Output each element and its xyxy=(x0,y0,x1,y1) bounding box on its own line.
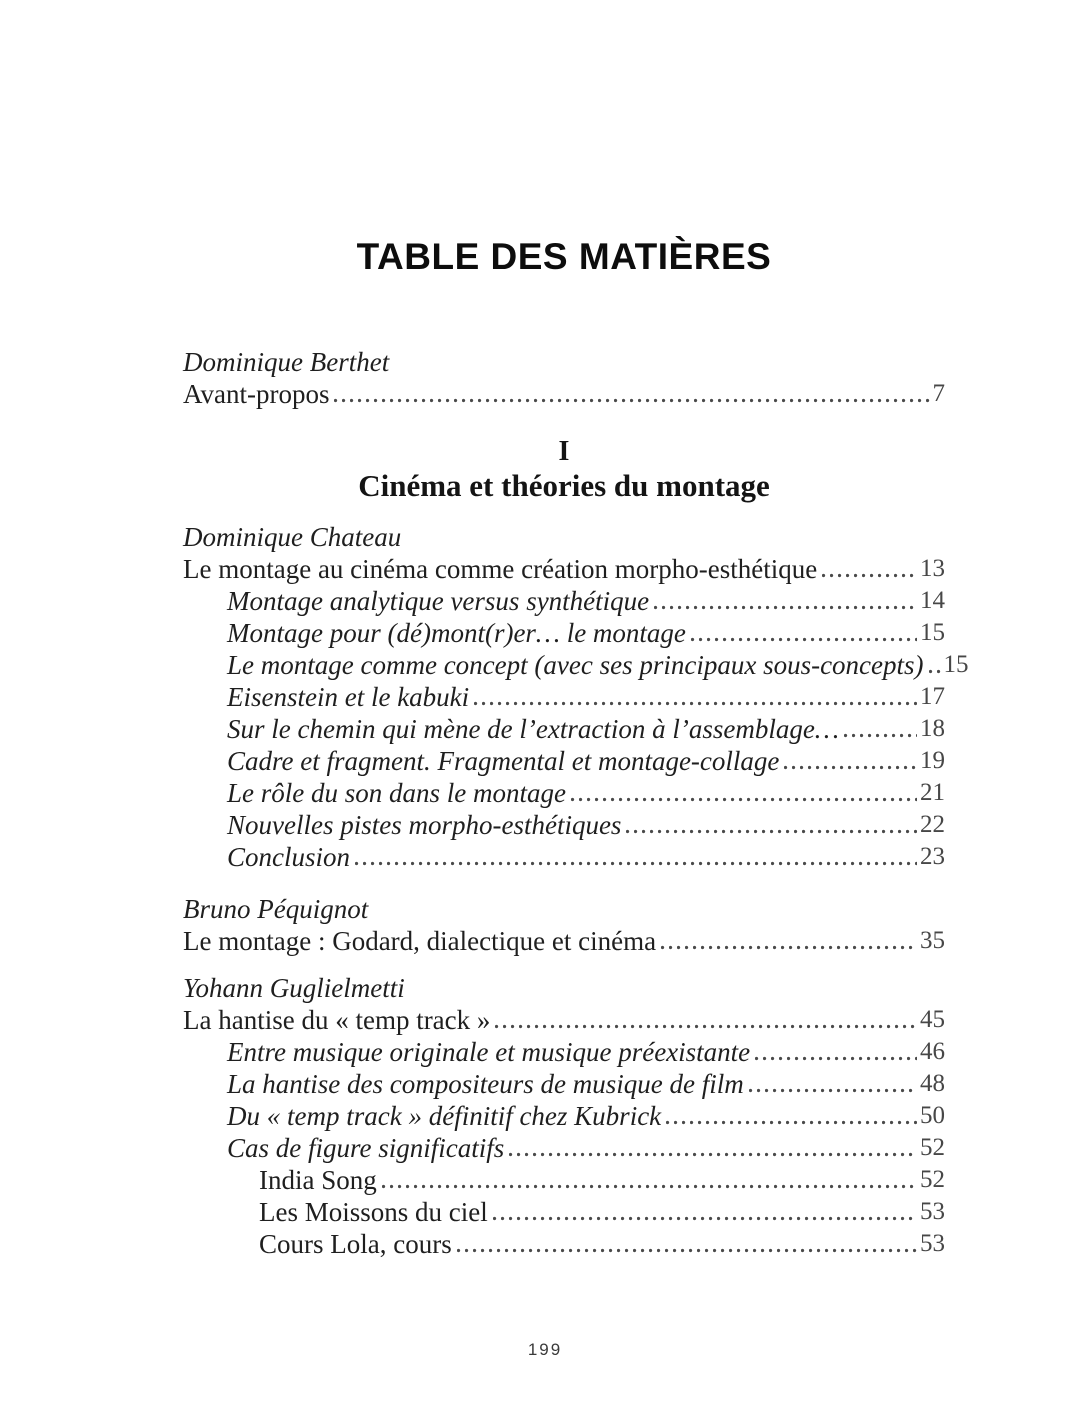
toc-entry-label: Du « temp track » définitif chez Kubrick xyxy=(227,1101,662,1131)
toc-entry-page: 53 xyxy=(920,1230,945,1257)
toc-subentry xyxy=(183,617,945,649)
toc-entry-page: 15 xyxy=(943,651,969,678)
dot-leader xyxy=(571,797,917,802)
toc-subentry xyxy=(183,713,945,745)
dot-leader xyxy=(661,945,917,950)
toc-entry-page: 21 xyxy=(920,779,945,806)
dot-leader xyxy=(334,398,929,403)
toc-subentry xyxy=(183,1068,945,1100)
front-matter-group xyxy=(183,346,945,410)
toc-entry-page: 53 xyxy=(920,1198,945,1225)
toc-entry-page: 14 xyxy=(920,587,945,614)
toc-entry-page: 35 xyxy=(920,927,945,954)
chapter-group xyxy=(183,521,969,873)
toc-entry-page: 19 xyxy=(920,747,945,774)
toc-entry xyxy=(183,925,945,957)
toc-entry xyxy=(183,1004,945,1036)
dot-leader xyxy=(666,1120,917,1125)
toc-entry-label: Le montage au cinéma comme création morpho-esthétique xyxy=(183,554,818,584)
chapter-group xyxy=(183,893,945,957)
toc-entry-label: Cours Lola, cours xyxy=(259,1229,452,1259)
dot-leader xyxy=(355,861,917,866)
part-title: Cinéma et théories du montage xyxy=(358,468,770,503)
dot-leader xyxy=(784,765,917,770)
toc-subentry xyxy=(183,809,945,841)
toc-subentry xyxy=(183,1100,945,1132)
dot-leader xyxy=(929,669,941,674)
toc-entry-label: Les Moissons du ciel xyxy=(259,1197,488,1227)
toc-entry-label: Conclusion xyxy=(227,842,351,872)
toc-entry-label: Cadre et fragment. Fragmental et montage-collage xyxy=(227,746,780,776)
dot-leader xyxy=(493,1216,917,1221)
toc-entry-label: Entre musique originale et musique préexistante xyxy=(227,1037,751,1067)
toc-entry xyxy=(183,378,945,410)
toc-entry-label: La hantise des compositeurs de musique de film xyxy=(227,1069,744,1099)
toc-entry-page: 13 xyxy=(920,555,945,582)
dot-leader xyxy=(691,637,917,642)
toc-entry-page: 50 xyxy=(920,1102,945,1129)
toc-subentry xyxy=(183,649,969,681)
toc-entry-label: Avant-propos xyxy=(183,379,330,409)
toc-entry-label: Nouvelles pistes morpho-esthétiques xyxy=(227,810,622,840)
toc-entry-label: Montage pour (dé)mont(r)er… le montage xyxy=(227,618,686,648)
toc-entry-page: 18 xyxy=(920,715,945,742)
dot-leader xyxy=(626,829,917,834)
toc-subentry xyxy=(183,841,945,873)
toc-entry-page: 17 xyxy=(920,683,945,710)
dot-leader xyxy=(749,1088,917,1093)
toc-entry-page: 52 xyxy=(920,1166,945,1193)
author-name: Bruno Péquignot xyxy=(183,894,369,924)
part-number: I xyxy=(558,436,570,467)
toc-subentry xyxy=(183,777,945,809)
dot-leader xyxy=(474,701,917,706)
toc-entry-page: 48 xyxy=(920,1070,945,1097)
toc-entry xyxy=(183,553,945,585)
page-title: TABLE DES MATIÈRES xyxy=(356,236,772,277)
author-name: Dominique Berthet xyxy=(183,347,390,377)
toc-subsubentry xyxy=(183,1228,945,1260)
chapter-group xyxy=(183,972,945,1260)
folio-page-number: 199 xyxy=(527,1340,563,1359)
toc-entry-label: Montage analytique versus synthétique xyxy=(227,586,650,616)
toc-entry-label: La hantise du « temp track » xyxy=(183,1005,491,1035)
dot-leader xyxy=(509,1152,917,1157)
toc-subentry xyxy=(183,681,945,713)
dot-leader xyxy=(844,733,917,738)
toc-entry-label: Cas de figure significatifs xyxy=(227,1133,505,1163)
toc-subentry xyxy=(183,585,945,617)
toc-subsubentry xyxy=(183,1196,945,1228)
part-heading xyxy=(183,436,945,504)
toc-entry-label: India Song xyxy=(259,1165,377,1195)
toc-entry-page: 46 xyxy=(920,1038,945,1065)
author-name: Dominique Chateau xyxy=(183,522,402,552)
toc-entry-page: 52 xyxy=(920,1134,945,1161)
toc-entry-label: Eisenstein et le kabuki xyxy=(227,682,470,712)
toc-entry-page: 22 xyxy=(920,811,945,838)
toc-entry-page: 7 xyxy=(932,380,945,407)
toc-entry-label: Sur le chemin qui mène de l’extraction à l’assemblage… xyxy=(227,714,839,744)
toc-entry-label: Le rôle du son dans le montage xyxy=(227,778,566,808)
author-name: Yohann Guglielmetti xyxy=(183,973,405,1003)
dot-leader xyxy=(382,1184,917,1189)
dot-leader xyxy=(822,573,917,578)
toc-entry-page: 23 xyxy=(920,843,945,870)
toc-entry-page: 45 xyxy=(920,1006,945,1033)
toc-subsubentry xyxy=(183,1164,945,1196)
dot-leader xyxy=(495,1024,917,1029)
toc-subentry xyxy=(183,1132,945,1164)
toc-entry-label: Le montage : Godard, dialectique et cinéma xyxy=(183,926,657,956)
dot-leader xyxy=(755,1056,917,1061)
dot-leader xyxy=(457,1248,917,1253)
toc-content xyxy=(183,0,969,1260)
toc-subentry xyxy=(183,1036,945,1068)
toc-entry-page: 15 xyxy=(920,619,945,646)
toc-entry-label: Le montage comme concept (avec ses principaux sous-concepts) xyxy=(227,650,924,680)
toc-subentry xyxy=(183,745,945,777)
dot-leader xyxy=(654,605,917,610)
